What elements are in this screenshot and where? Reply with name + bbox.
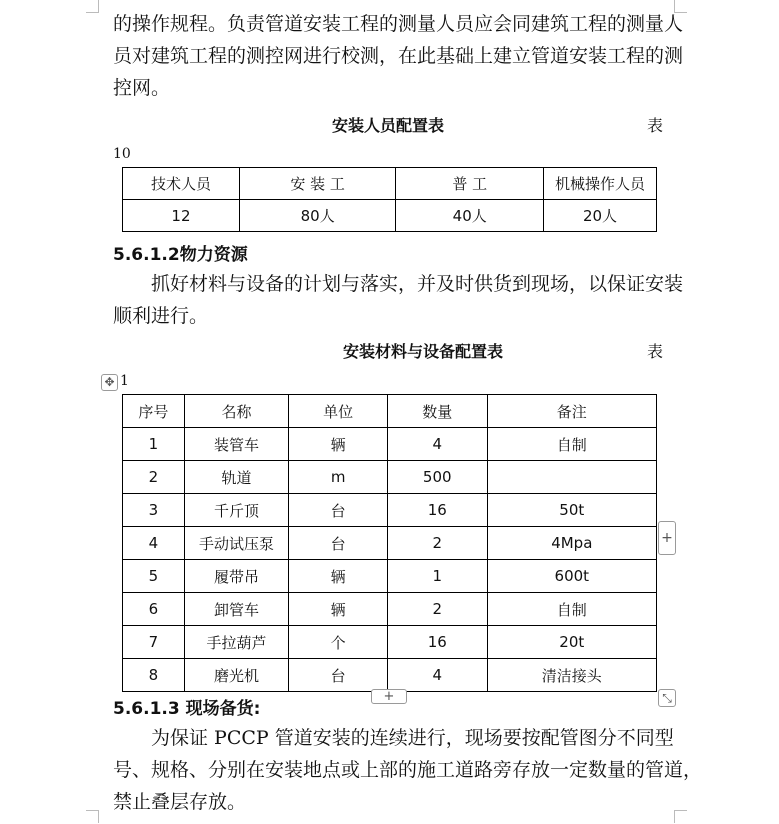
table-row <box>123 428 657 461</box>
text-line: 顺利进行。 <box>113 305 209 327</box>
table-row <box>123 494 657 527</box>
table-header-cell[interactable]: 数量 <box>387 395 487 428</box>
table-row <box>123 659 657 692</box>
table-cell[interactable]: 16 <box>387 626 487 659</box>
table-cell[interactable]: 台 <box>289 659 388 692</box>
table-row <box>123 626 657 659</box>
table-header-cell[interactable]: 普 工 <box>396 168 544 200</box>
table-cell[interactable]: 4 <box>123 527 185 560</box>
table-cell[interactable]: 7 <box>123 626 185 659</box>
page-margin-corner <box>674 0 687 13</box>
table-cell[interactable]: 16 <box>387 494 487 527</box>
table-cell[interactable]: 个 <box>289 626 388 659</box>
table-header-cell[interactable]: 备注 <box>487 395 656 428</box>
text-line: 控网。 <box>113 77 171 99</box>
section-heading: 5.6.1.3 现场备货: <box>113 699 261 719</box>
staff-table <box>122 167 657 232</box>
table-cell[interactable]: 清洁接头 <box>487 659 656 692</box>
table-row <box>123 461 657 494</box>
table-row <box>123 527 657 560</box>
table-cell[interactable]: 1 <box>123 428 185 461</box>
table-cell[interactable]: 50t <box>487 494 656 527</box>
table-header-cell[interactable]: 名称 <box>184 395 289 428</box>
table-cell[interactable]: 2 <box>123 461 185 494</box>
table-cell[interactable]: 辆 <box>289 593 388 626</box>
intro-paragraph <box>113 8 684 104</box>
table-header-cell[interactable]: 机械操作人员 <box>544 168 657 200</box>
staff-table-number: 10 <box>113 146 131 162</box>
equipment-table-number: 1 <box>120 373 129 389</box>
table-cell[interactable]: 磨光机 <box>184 659 289 692</box>
staff-table-title: 安装人员配置表 <box>331 116 444 135</box>
table-cell[interactable]: 600t <box>487 560 656 593</box>
table-cell[interactable]: 4 <box>387 428 487 461</box>
table-cell[interactable]: 20t <box>487 626 656 659</box>
table-row <box>123 593 657 626</box>
add-column-plus-icon[interactable]: + <box>658 521 676 555</box>
table-cell[interactable]: 履带吊 <box>184 560 289 593</box>
table-cell[interactable]: 80人 <box>239 200 395 232</box>
table-header-cell[interactable]: 安 装 工 <box>239 168 395 200</box>
table-cell[interactable]: 8 <box>123 659 185 692</box>
staff-table-caption <box>113 113 663 135</box>
table-cell[interactable]: 20人 <box>544 200 657 232</box>
table-cell[interactable]: 500 <box>387 461 487 494</box>
table-cell[interactable]: 手动试压泵 <box>184 527 289 560</box>
text-line: 员对建筑工程的测控网进行校测，在此基础上建立管道安装工程的测 <box>113 45 684 67</box>
equipment-table-caption <box>113 339 663 361</box>
table-cell[interactable]: 1 <box>387 560 487 593</box>
text-line: 为保证 PCCP 管道安装的连续进行，现场要按配管图分不同型 <box>151 727 674 749</box>
table-cell[interactable]: 卸管车 <box>184 593 289 626</box>
table-row <box>123 200 657 232</box>
table-header-cell[interactable]: 单位 <box>289 395 388 428</box>
equipment-table-title: 安装材料与设备配置表 <box>342 342 503 361</box>
table-move-handle-icon[interactable]: ✥ <box>101 374 118 391</box>
table-cell[interactable]: 5 <box>123 560 185 593</box>
table-cell[interactable]: 装管车 <box>184 428 289 461</box>
table-cell[interactable]: 3 <box>123 494 185 527</box>
table-cell[interactable]: 2 <box>387 527 487 560</box>
table-row <box>123 560 657 593</box>
material-paragraph <box>113 268 684 332</box>
equipment-table <box>122 394 657 692</box>
staff-table-caption-tail: 表 <box>646 116 663 135</box>
page-margin-corner <box>674 810 687 823</box>
table-cell[interactable]: 4Mpa <box>487 527 656 560</box>
table-header-cell[interactable]: 技术人员 <box>123 168 240 200</box>
table-cell[interactable]: m <box>289 461 388 494</box>
table-cell[interactable]: 6 <box>123 593 185 626</box>
text-line: 抓好材料与设备的计划与落实，并及时供货到现场，以保证安装 <box>151 273 684 295</box>
table-cell[interactable]: 4 <box>387 659 487 692</box>
page-margin-corner <box>86 0 99 13</box>
text-line: 禁止叠层存放。 <box>113 791 247 813</box>
table-cell[interactable]: 40人 <box>396 200 544 232</box>
table-cell[interactable]: 台 <box>289 527 388 560</box>
stock-paragraph <box>113 722 703 818</box>
page-margin-corner <box>86 810 99 823</box>
text-line: 的操作规程。负责管道安装工程的测量人员应会同建筑工程的测量人 <box>113 13 684 35</box>
table-cell[interactable]: 自制 <box>487 428 656 461</box>
table-cell[interactable]: 千斤顶 <box>184 494 289 527</box>
table-cell[interactable]: 辆 <box>289 560 388 593</box>
table-cell[interactable]: 轨道 <box>184 461 289 494</box>
section-heading: 5.6.1.2物力资源 <box>113 245 248 265</box>
text-line: 号、规格、分别在安装地点或上部的施工道路旁存放一定数量的管道， <box>113 759 703 781</box>
table-cell[interactable] <box>487 461 656 494</box>
add-row-plus-icon[interactable]: + <box>371 689 407 704</box>
table-header-row <box>123 395 657 428</box>
table-header-cell[interactable]: 序号 <box>123 395 185 428</box>
table-cell[interactable]: 2 <box>387 593 487 626</box>
equipment-table-caption-tail: 表 <box>646 342 663 361</box>
table-cell[interactable]: 辆 <box>289 428 388 461</box>
table-header-row <box>123 168 657 200</box>
table-resize-icon[interactable]: ⤡ <box>658 689 676 707</box>
table-cell[interactable]: 12 <box>123 200 240 232</box>
table-cell[interactable]: 手拉葫芦 <box>184 626 289 659</box>
table-cell[interactable]: 台 <box>289 494 388 527</box>
table-cell[interactable]: 自制 <box>487 593 656 626</box>
